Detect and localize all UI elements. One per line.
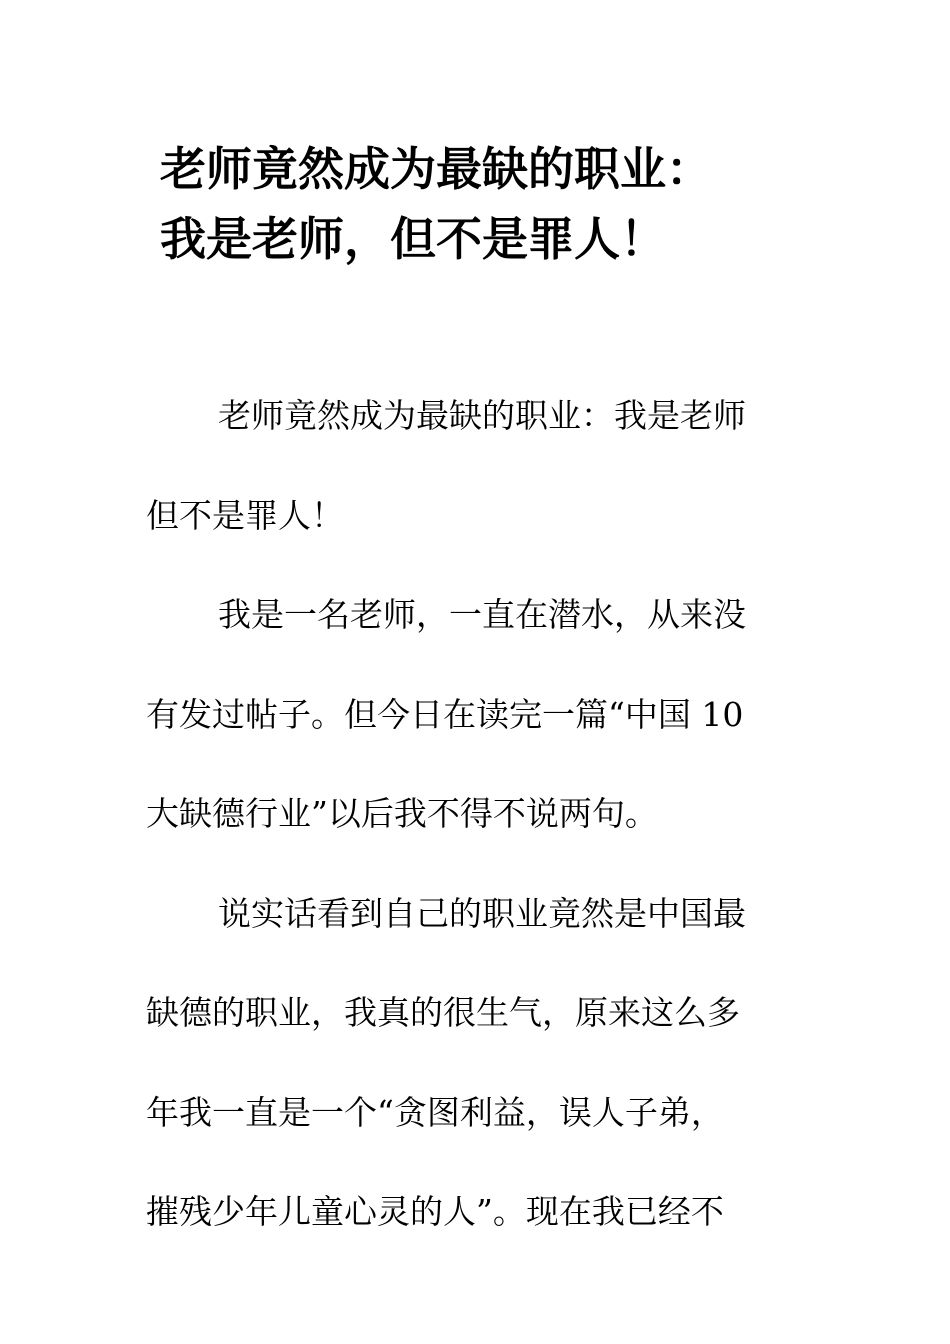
title-line: 老师竟然成为最缺的职业：	[160, 142, 712, 196]
body-line: 有发过帖子。但今日在读完一篇“中国 10	[146, 694, 744, 734]
document-body	[146, 366, 808, 1262]
body-line: 但不是罪人！	[146, 495, 344, 535]
body-line: 老师竟然成为最缺的职业：我是老师	[218, 396, 746, 435]
body-line: 摧残少年儿童心灵的人”。现在我已经不	[146, 1192, 724, 1231]
body-line: 大缺德行业”以后我不得不说两句。	[146, 794, 658, 833]
body-line: 说实话看到自己的职业竟然是中国最	[218, 893, 746, 933]
body-line: 年我一直是一个“贪图利益，误人子弟，	[146, 1092, 724, 1132]
title-line: 我是老师，但不是罪人！	[160, 212, 666, 266]
document-title	[160, 134, 880, 274]
body-line: 缺德的职业，我真的很生气，原来这么多	[146, 993, 740, 1032]
body-line: 我是一名老师，一直在潜水，从来没	[218, 595, 746, 634]
